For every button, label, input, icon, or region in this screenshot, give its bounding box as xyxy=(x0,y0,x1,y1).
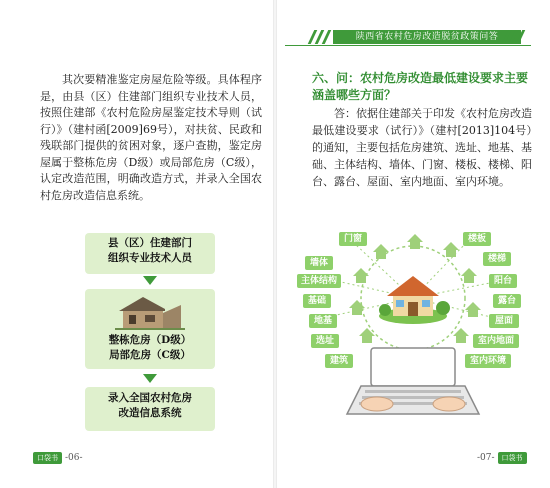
flow-text: 局部危房（C级） xyxy=(109,349,191,361)
flow-box-danger-level xyxy=(85,289,215,369)
label-site-selection: 选址 xyxy=(311,334,339,348)
page-number: -06- xyxy=(65,453,83,463)
label-terrace: 露台 xyxy=(493,294,521,308)
flow-text: 整栋危房（D级） xyxy=(108,334,192,346)
label-stairs: 楼梯 xyxy=(483,252,511,266)
label-building: 建筑 xyxy=(325,354,353,368)
label-roof: 屋面 xyxy=(489,314,519,328)
question-heading: 六、问：农村危房改造最低建设要求主要涵盖哪些方面？ xyxy=(312,71,529,102)
pocketbook-badge: 口袋书 xyxy=(498,452,527,464)
left-footer xyxy=(30,452,83,464)
answer-body xyxy=(312,105,532,190)
label-floor-slab: 楼板 xyxy=(463,232,491,246)
right-footer xyxy=(477,452,530,464)
flow-text: 改造信息系统 xyxy=(118,407,182,419)
construction-requirements-diagram xyxy=(283,218,545,418)
flow-box-record xyxy=(85,387,215,431)
label-indoor-floor: 室内地面 xyxy=(473,334,519,348)
old-house-icon xyxy=(115,293,185,331)
flow-text: 县（区）住建部门 xyxy=(108,237,192,249)
label-doors-windows: 门窗 xyxy=(339,232,367,246)
body-paragraph: 其次要精准鉴定房屋危险等级。具体程序是，由县（区）住建部门组织专业技术人员，按照住建部《农村危险房屋鉴定技术导则（试行）》（建村函[2009]69号），对扶贫、民政和残联部门提供的贫困对象，逐户查勘，鉴定房屋属于整栋危房（D级）或局部危房（C级），认定改造范围，明确改造方式，并录入全国农村危房改造信息系统。 xyxy=(40,73,262,202)
pocketbook-badge: 口袋书 xyxy=(33,452,62,464)
label-ground-base: 地基 xyxy=(309,314,337,328)
flow-arrow xyxy=(143,374,157,383)
flow-text: 组织专业技术人员 xyxy=(108,252,192,264)
label-foundation-base: 基础 xyxy=(303,294,331,308)
flow-text: 录入全国农村危房 xyxy=(108,392,192,404)
label-indoor-environment: 室内环境 xyxy=(465,354,511,368)
left-page-body xyxy=(40,72,262,204)
answer-paragraph: 答：依据住建部关于印发《农村危房改造最低建设要求（试行）》（建村[2013]104号）的通知，主要包括危房建筑、选址、地基、基础、主体结构、墙体、门窗、楼板、楼梯、阳台、露台、屋面、室内地面、室内环境。 xyxy=(312,107,532,188)
label-main-structure: 主体结构 xyxy=(297,274,341,288)
book-spine xyxy=(273,0,277,488)
page-number: -07- xyxy=(477,453,495,463)
flow-arrow xyxy=(143,276,157,285)
label-walls: 墙体 xyxy=(305,256,333,270)
header-rule xyxy=(285,45,531,46)
running-header: 陕西省农村危房改造脱贫政策问答 xyxy=(333,30,521,44)
flow-box-technicians xyxy=(85,233,215,274)
label-balcony: 阳台 xyxy=(489,274,517,288)
